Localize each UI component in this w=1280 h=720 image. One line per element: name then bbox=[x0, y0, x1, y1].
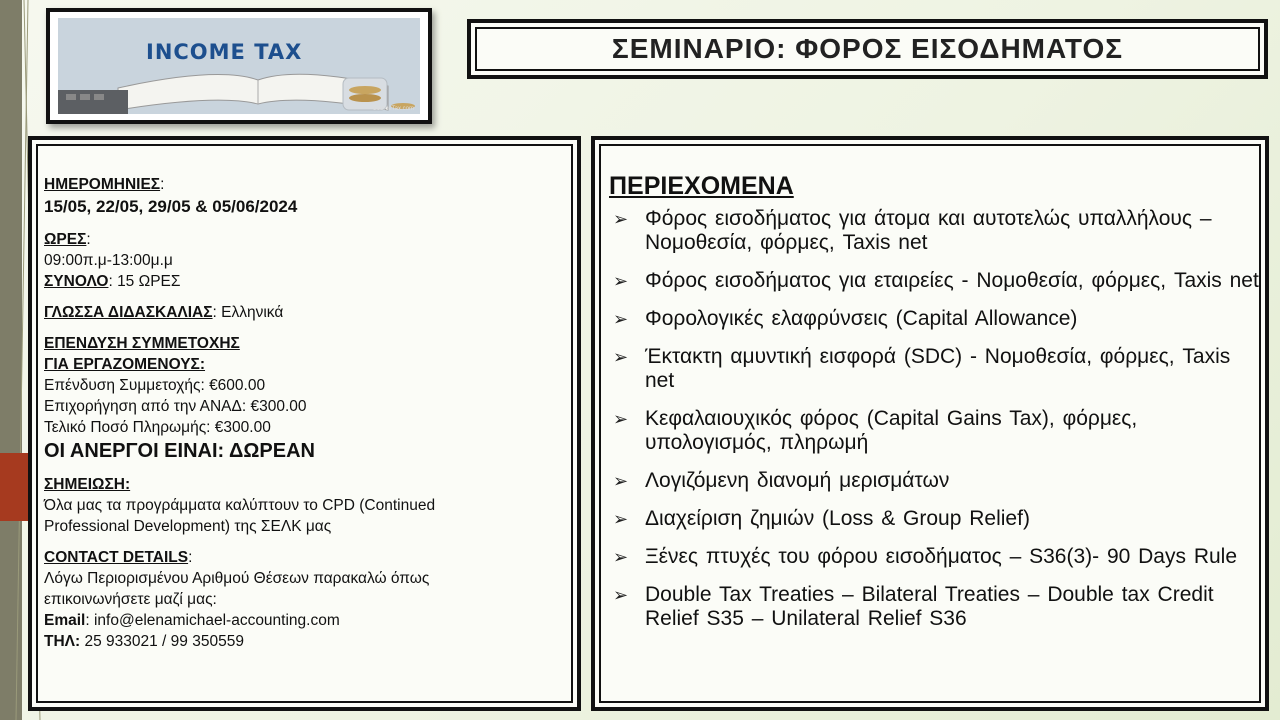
contact-label: CONTACT DETAILS bbox=[44, 549, 189, 566]
note-label: ΣΗΜΕΙΩΣΗ: bbox=[44, 476, 131, 493]
language-value: : Ελληνικά bbox=[212, 304, 284, 321]
email-row bbox=[44, 610, 564, 631]
language-row bbox=[44, 302, 564, 323]
logo-watermark: SourceTax.com bbox=[372, 106, 414, 112]
list-item: ➢ Κεφαλαιουχικός φόρος (Capital Gains Tax), φόρμες, υπολογισμός, πληρωμή bbox=[613, 407, 1138, 454]
list-item: ➢ Ξένες πτυχές του φόρου εισοδήματος – S36(3)- 90 Days Rule bbox=[613, 545, 1238, 568]
contents-panel bbox=[591, 136, 1269, 711]
arrow-bullet-icon: ➢ bbox=[613, 509, 629, 529]
contact-row: CONTACT DETAILS: bbox=[44, 549, 193, 566]
list-item: ➢ Έκτακτη αμυντική εισφορά (SDC) - Νομοθεσία, φόρμες, Taxis net bbox=[613, 345, 1231, 392]
note-line-2: Professional Development) της ΣΕΛΚ μας bbox=[44, 518, 332, 535]
arrow-bullet-icon: ➢ bbox=[613, 585, 629, 605]
dates-row: ΗΜΕΡΟΜΗΝΙΕΣ: bbox=[44, 176, 165, 193]
arrow-bullet-icon: ➢ bbox=[613, 547, 629, 567]
arrow-bullet-icon: ➢ bbox=[613, 347, 629, 367]
list-item: ➢ Φορολογικές ελαφρύνσεις (Capital Allowance) bbox=[613, 307, 1078, 330]
list-item: ➢ Λογιζόμενη διανομή μερισμάτων bbox=[613, 469, 950, 492]
title-box bbox=[467, 19, 1268, 79]
list-item: ➢ Double Tax Treaties – Bilateral Treaties – Double tax Credit Relief S35 – Unilateral Relief S36 bbox=[613, 583, 1214, 630]
details-panel bbox=[28, 136, 581, 711]
contents-content bbox=[609, 172, 1259, 645]
arrow-bullet-icon: ➢ bbox=[613, 471, 629, 491]
hours-value: 09:00π.μ-13:00μ.μ bbox=[44, 252, 173, 269]
contact-line-1: Λόγω Περιορισμένου Αριθμού Θέσεων παρακαλώ όπως bbox=[44, 570, 430, 587]
arrow-bullet-icon: ➢ bbox=[613, 409, 629, 429]
list-item: ➢ Διαχείριση ζημιών (Loss & Group Relief) bbox=[613, 507, 1030, 530]
phone-row bbox=[44, 631, 564, 652]
total-value: : 15 ΩΡΕΣ bbox=[108, 273, 181, 290]
fee-line-3: Τελικό Ποσό Πληρωμής: €300.00 bbox=[44, 419, 271, 436]
dates-label: ΗΜΕΡΟΜΗΝΙΕΣ bbox=[44, 176, 161, 193]
hours-row: ΩΡΕΣ: bbox=[44, 231, 91, 248]
contents-heading: ΠΕΡΙΕΧΟΜΕΝΑ bbox=[609, 172, 794, 200]
arrow-bullet-icon: ➢ bbox=[613, 209, 629, 229]
logo-image bbox=[58, 18, 420, 114]
note-line-1: Όλα μας τα προγράμματα καλύπτουν το CPD (Continued bbox=[44, 497, 436, 514]
total-row bbox=[44, 271, 564, 292]
contact-line-2: επικοινωνήσετε μαζί μας: bbox=[44, 591, 217, 608]
income-tax-logo bbox=[46, 8, 432, 124]
fee-line-1: Επένδυση Συμμετοχής: €600.00 bbox=[44, 377, 266, 394]
email-label: Email bbox=[44, 612, 86, 629]
page-title: ΣΕΜΙΝΑΡΙΟ: ΦΟΡΟΣ ΕΙΣΟΔΗΜΑΤΟΣ bbox=[611, 33, 1124, 64]
details-content bbox=[44, 174, 564, 652]
unemployed-free-text: ΟΙ ΑΝΕΡΓΟΙ ΕΙΝΑΙ: ΔΩΡΕΑΝ bbox=[44, 440, 315, 462]
email-value[interactable]: : info@elenamichael-accounting.com bbox=[85, 612, 340, 629]
arrow-bullet-icon: ➢ bbox=[613, 271, 629, 291]
list-item: ➢ Φόρος εισοδήματος για εταιρείες - Νομοθεσία, φόρμες, Taxis net bbox=[613, 269, 1259, 292]
language-label: ΓΛΩΣΣΑ ΔΙΔΑΣΚΑΛΙΑΣ bbox=[44, 304, 213, 321]
logo-text: INCOME TAX bbox=[146, 40, 303, 64]
phone-label: ΤΗΛ: bbox=[44, 633, 81, 650]
fee-label-2: ΓΙΑ ΕΡΓΑΖΟΜΕΝΟΥΣ: bbox=[44, 356, 206, 373]
list-item: ➢ Φόρος εισοδήματος για άτομα και αυτοτελώς υπαλλήλους – Νομοθεσία, φόρμες, Taxis net bbox=[613, 207, 1212, 254]
arrow-bullet-icon: ➢ bbox=[613, 309, 629, 329]
fee-line-2: Επιχορήγηση από την ΑΝΑΔ: €300.00 bbox=[44, 398, 307, 415]
fee-label-1: ΕΠΕΝΔΥΣΗ ΣΥΜΜΕΤΟΧΗΣ bbox=[44, 335, 240, 352]
contents-list bbox=[609, 207, 1259, 631]
total-label: ΣΥΝΟΛΟ bbox=[44, 273, 109, 290]
dates-value: 15/05, 22/05, 29/05 & 05/06/2024 bbox=[44, 197, 298, 216]
hours-label: ΩΡΕΣ bbox=[44, 231, 87, 248]
phone-value: 25 933021 / 99 350559 bbox=[80, 633, 244, 650]
book-coins-icon bbox=[58, 18, 420, 114]
